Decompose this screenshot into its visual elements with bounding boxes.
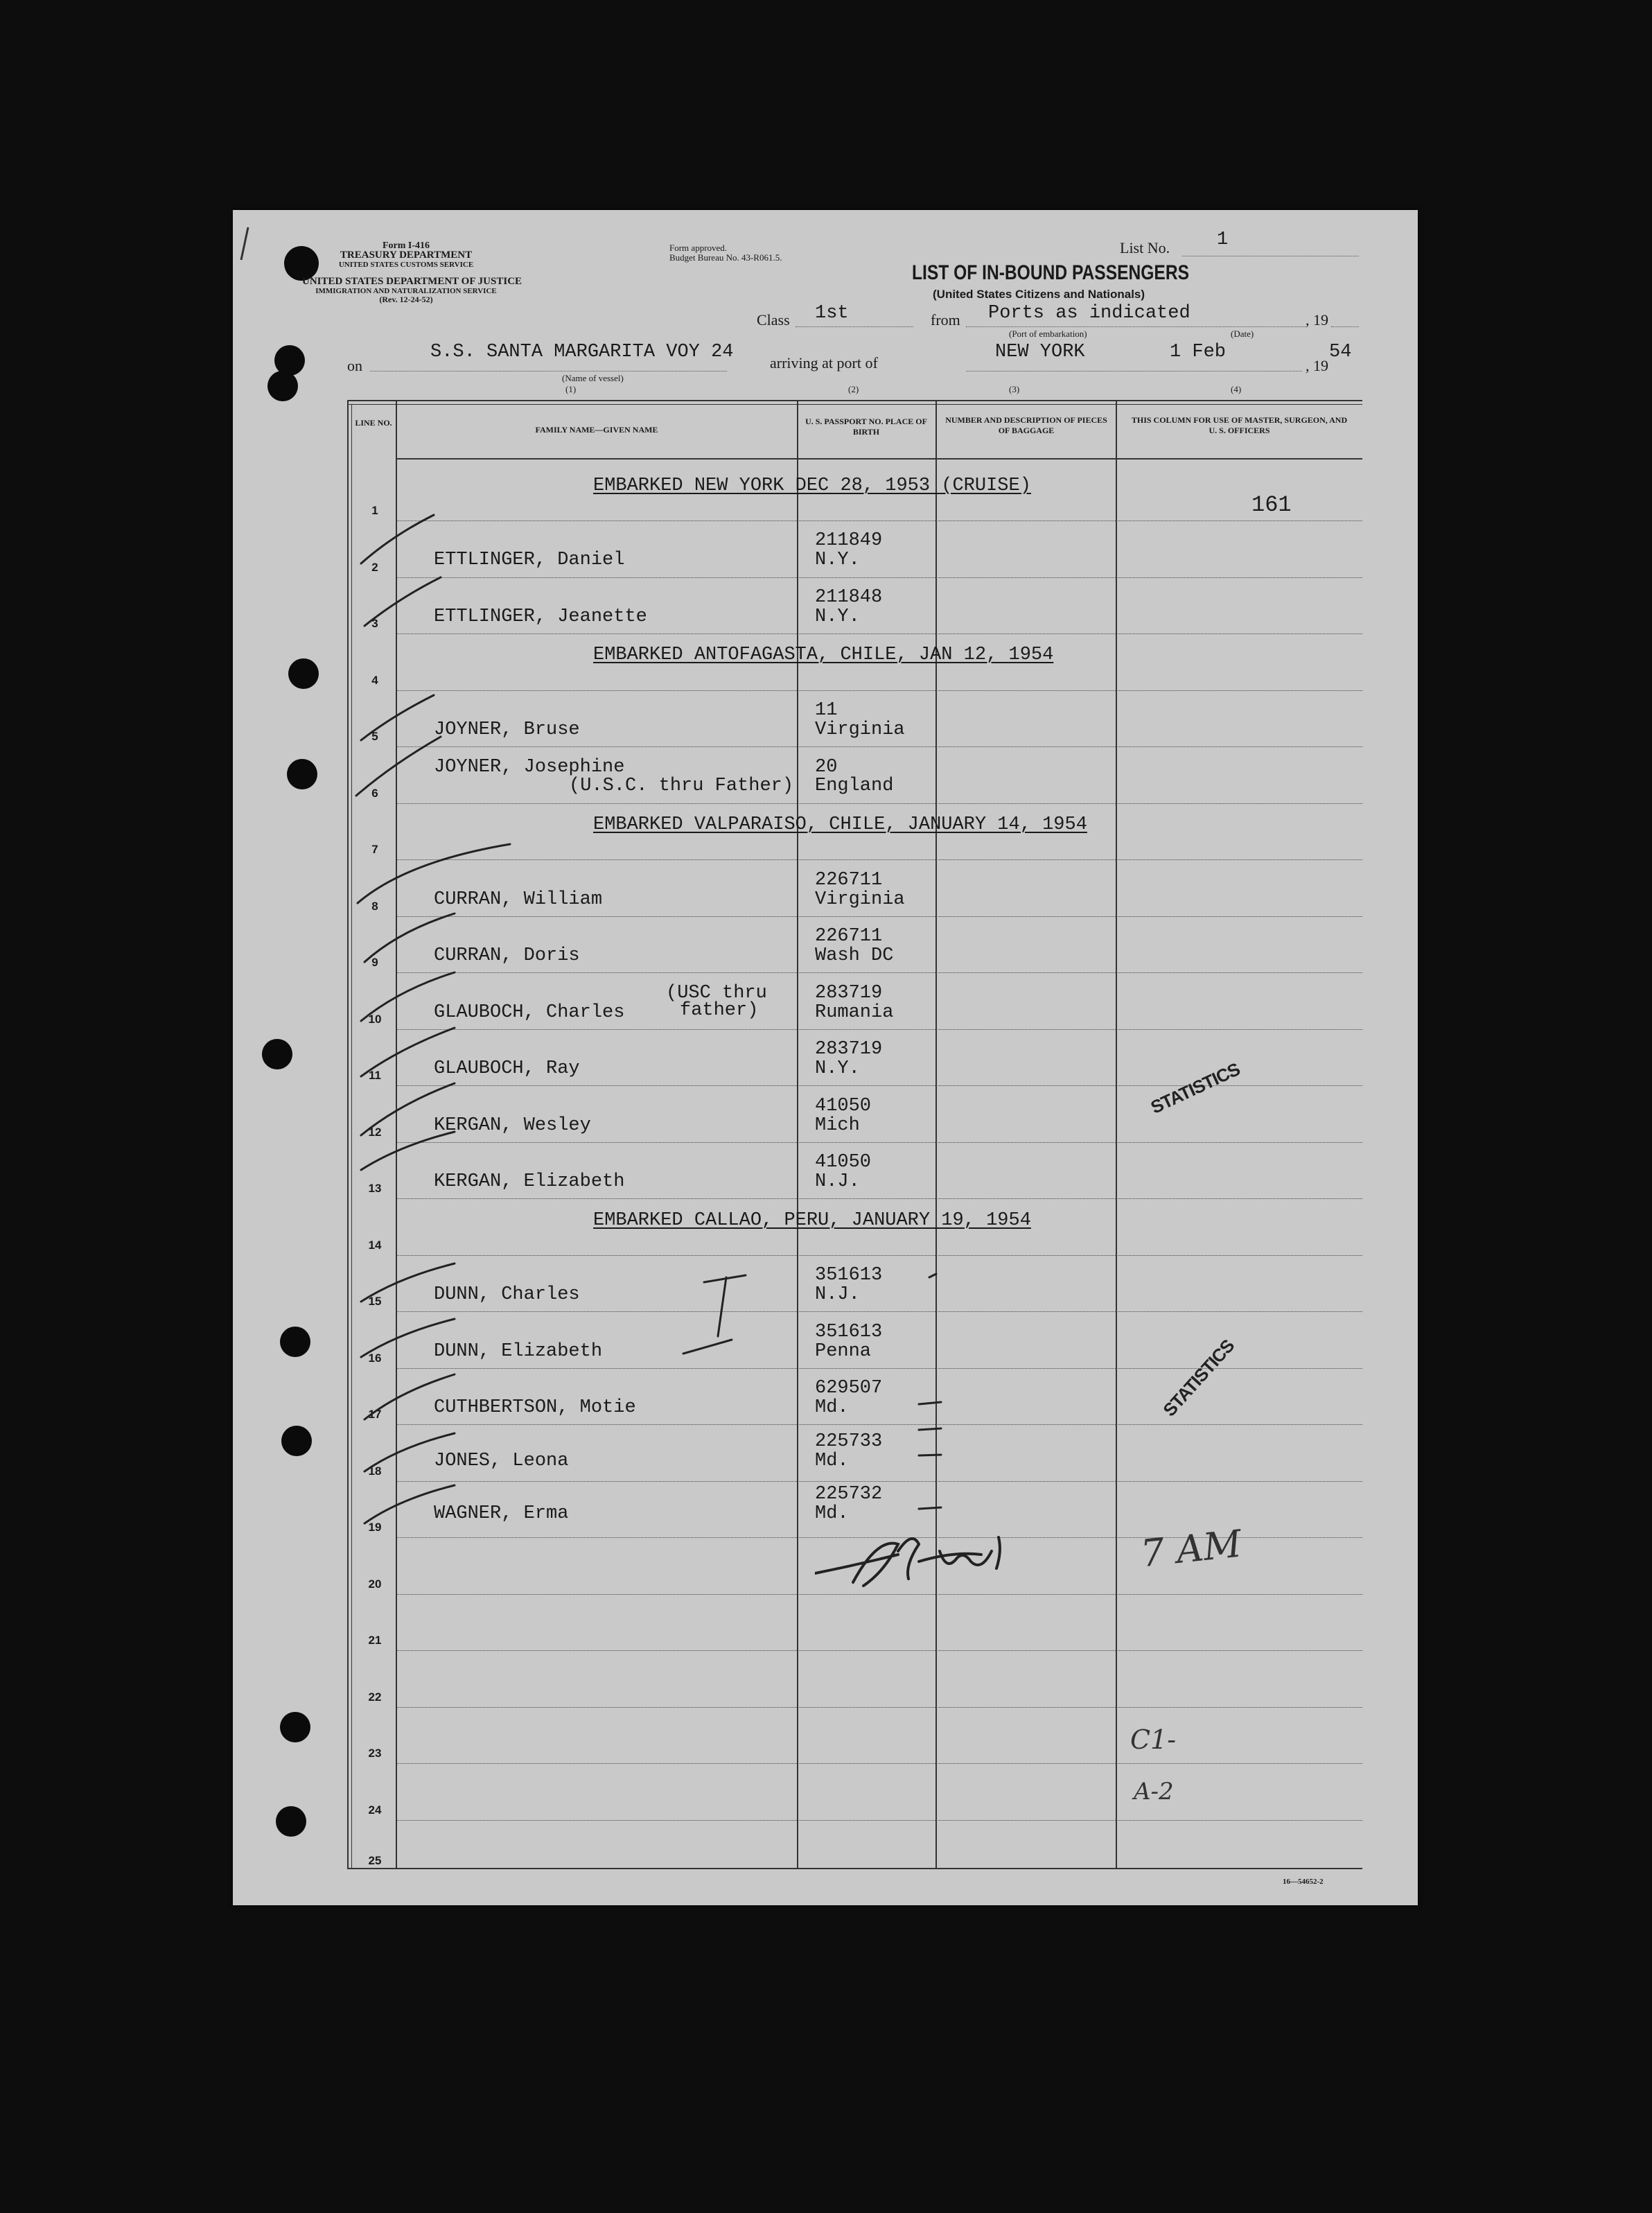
- row-number: 1: [371, 504, 378, 517]
- header-baggage: NUMBER AND DESCRIPTION OF PIECES OF BAGGAGE: [945, 415, 1107, 435]
- passport-number: 351613: [815, 1265, 883, 1286]
- passenger-name: KERGAN, Elizabeth: [434, 1171, 625, 1192]
- footer-code: 16—54652-2: [1283, 1878, 1324, 1886]
- section-embarked-antofagasta: EMBARKED ANTOFAGASTA, CHILE, JAN 12, 1954: [593, 645, 1054, 665]
- row-number: 2: [371, 561, 378, 574]
- caption-2: (2): [848, 384, 859, 394]
- row-number: 12: [368, 1126, 382, 1139]
- passenger-name: ETTLINGER, Jeanette: [434, 606, 647, 627]
- from-label: from: [931, 311, 960, 329]
- passport-number: 225732: [815, 1484, 883, 1505]
- birth-place: England: [815, 776, 894, 796]
- section-embarked-valparaiso: EMBARKED VALPARAISO, CHILE, JANUARY 14, 1954: [593, 814, 1087, 835]
- row-number: 16: [368, 1352, 382, 1365]
- passenger-name: JONES, Leona: [434, 1451, 569, 1471]
- birth-place: Wash DC: [815, 945, 894, 966]
- caption-1: (1): [565, 384, 577, 394]
- passport-number: 41050: [815, 1152, 872, 1173]
- birth-place: Md.: [815, 1397, 849, 1418]
- passenger-name: CUTHBERTSON, Motie: [434, 1397, 636, 1418]
- statistics-stamp: STATISTICS: [1159, 1335, 1238, 1421]
- passport-number: 226711: [815, 870, 883, 891]
- row-number: 13: [368, 1182, 382, 1195]
- list-no-value: 1: [1217, 229, 1229, 250]
- row-number: 19: [368, 1521, 382, 1534]
- birth-place: Mich: [815, 1115, 860, 1136]
- arrival-port: NEW YORK: [995, 342, 1085, 362]
- birth-place: Rumania: [815, 1002, 894, 1023]
- row-number: 3: [371, 617, 378, 630]
- row-number: 24: [368, 1803, 382, 1817]
- row-number: 10: [368, 1013, 382, 1026]
- row-number: 18: [368, 1464, 382, 1478]
- passport-number: 283719: [815, 983, 883, 1004]
- birth-place: N.Y.: [815, 606, 860, 627]
- year-prefix-1: , 19: [1306, 311, 1328, 329]
- year-value: 54: [1329, 342, 1352, 362]
- passport-number: 211848: [815, 587, 883, 608]
- row-number: 23: [368, 1747, 382, 1760]
- vessel-caption: (Name of vessel): [562, 373, 624, 383]
- officer-count: 161: [1251, 492, 1292, 518]
- row-number: 14: [368, 1239, 382, 1252]
- row-number: 7: [371, 843, 378, 856]
- port-embark-caption: (Port of embarkation): [1009, 329, 1087, 339]
- row-number: 11: [369, 1069, 381, 1082]
- form-approved: Form approved.: [669, 243, 728, 253]
- on-label: on: [347, 357, 362, 374]
- passport-number: 11: [815, 700, 838, 721]
- passenger-name: DUNN, Elizabeth: [434, 1341, 603, 1362]
- row-number: 20: [368, 1577, 382, 1591]
- statistics-stamp: STATISTICS: [1147, 1058, 1243, 1118]
- passport-number: 41050: [815, 1096, 872, 1117]
- row-number: 21: [368, 1634, 382, 1647]
- passenger-note: (U.S.C. thru Father): [569, 776, 794, 796]
- budget-bureau: Budget Bureau No. 43-R061.5.: [669, 252, 782, 263]
- birth-place: Virginia: [815, 719, 905, 740]
- passport-number: 20: [815, 757, 838, 778]
- header-name: FAMILY NAME—GIVEN NAME: [535, 425, 658, 435]
- list-no-label: List No.: [1120, 239, 1170, 256]
- passport-number: 226711: [815, 926, 883, 947]
- justice-dept: UNITED STATES DEPARTMENT OF JUSTICE: [302, 276, 522, 287]
- date-caption: (Date): [1231, 329, 1254, 339]
- passenger-note: father): [680, 1000, 759, 1021]
- form-number: Form I-416: [382, 240, 430, 251]
- passenger-name: CURRAN, William: [434, 889, 603, 910]
- year-prefix-2: , 19: [1306, 357, 1328, 374]
- from-value: Ports as indicated: [988, 303, 1190, 324]
- passenger-name: JOYNER, Josephine: [434, 757, 625, 778]
- passport-number: 629507: [815, 1378, 883, 1399]
- birth-place: Virginia: [815, 889, 905, 910]
- passenger-name: GLAUBOCH, Charles: [434, 1002, 625, 1023]
- caption-3: (3): [1009, 384, 1020, 394]
- pencil-checkmarks: [233, 210, 1418, 1905]
- row-number: 9: [371, 956, 378, 969]
- birth-place: N.J.: [815, 1284, 860, 1305]
- passenger-name: DUNN, Charles: [434, 1284, 580, 1305]
- birth-place: N.Y.: [815, 1058, 860, 1079]
- manifest-page: [233, 210, 1418, 1905]
- page-title: LIST OF IN-BOUND PASSENGERS: [912, 261, 1190, 284]
- section-embarked-new-york: EMBARKED NEW YORK DEC 28, 1953 (CRUISE): [593, 475, 1031, 496]
- passenger-name: KERGAN, Wesley: [434, 1115, 591, 1136]
- caption-4: (4): [1231, 384, 1242, 394]
- customs-service: UNITED STATES CUSTOMS SERVICE: [338, 261, 474, 269]
- arriving-label: arriving at port of: [770, 354, 878, 371]
- passenger-name: ETTLINGER, Daniel: [434, 550, 625, 570]
- passenger-name: GLAUBOCH, Ray: [434, 1058, 580, 1079]
- header-officers: THIS COLUMN FOR USE OF MASTER, SURGEON, AND U. S. OFFICERS: [1131, 415, 1348, 435]
- row-number: 17: [368, 1408, 382, 1421]
- row-number: 5: [371, 730, 378, 743]
- handwritten-time: 7 AM: [1139, 1521, 1244, 1576]
- header-passport: U. S. PASSPORT NO. PLACE OF BIRTH: [805, 417, 927, 437]
- row-number: 22: [368, 1690, 382, 1704]
- row-number: 8: [371, 900, 378, 913]
- passport-number: 283719: [815, 1039, 883, 1060]
- section-embarked-callao: EMBARKED CALLAO, PERU, JANUARY 19, 1954: [593, 1210, 1031, 1231]
- handwritten-a2: A-2: [1134, 1778, 1174, 1805]
- birth-place: N.J.: [815, 1171, 860, 1192]
- birth-place: Penna: [815, 1341, 872, 1362]
- passenger-name: WAGNER, Erma: [434, 1503, 569, 1524]
- passenger-name: JOYNER, Bruse: [434, 719, 580, 740]
- row-number: 6: [371, 787, 378, 800]
- birth-place: Md.: [815, 1503, 849, 1524]
- passport-number: 225733: [815, 1431, 883, 1452]
- header-line-no: LINE NO.: [355, 418, 392, 428]
- birth-place: Md.: [815, 1451, 849, 1471]
- officer-signature: [815, 1523, 1044, 1600]
- class-label: Class: [757, 311, 790, 329]
- class-value: 1st: [815, 303, 849, 324]
- treasury-dept: TREASURY DEPARTMENT: [340, 250, 473, 261]
- vessel-name: S.S. SANTA MARGARITA VOY 24: [430, 342, 734, 362]
- passport-number: 351613: [815, 1322, 883, 1342]
- row-number: 25: [368, 1854, 382, 1867]
- birth-place: N.Y.: [815, 550, 860, 570]
- handwritten-c1: C1-: [1130, 1724, 1177, 1755]
- row-number: 15: [368, 1295, 382, 1308]
- row-number: 4: [371, 674, 378, 687]
- ins-service: IMMIGRATION AND NATURALIZATION SERVICE: [315, 287, 497, 295]
- passport-number: 211849: [815, 530, 883, 551]
- page-subtitle: (United States Citizens and Nationals): [933, 288, 1145, 301]
- arrival-date: 1 Feb: [1170, 342, 1227, 362]
- revision: (Rev. 12-24-52): [379, 295, 433, 304]
- passenger-note: (USC thru: [666, 983, 767, 1004]
- passenger-name: CURRAN, Doris: [434, 945, 580, 966]
